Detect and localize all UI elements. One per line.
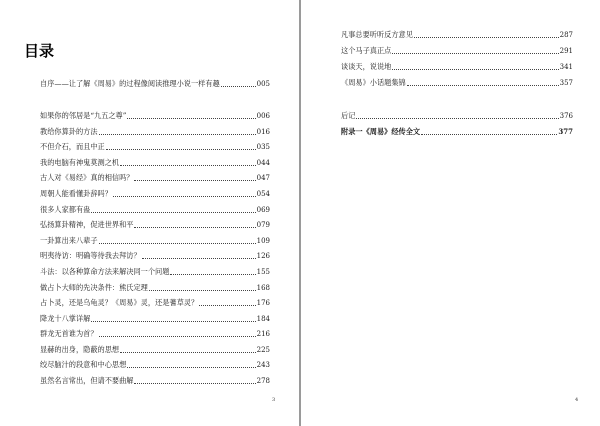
entry-title: 如果你的邻居是“九五之尊” [40, 111, 127, 120]
entry-title: 降龙十八掌详解 [40, 314, 91, 323]
entry-page: 155 [256, 268, 270, 276]
entry-title: 周朝人能看懂卦辞吗？ [40, 189, 112, 198]
page-number: 4 [575, 397, 579, 403]
toc-entry[interactable] [40, 236, 270, 246]
leader-dots [392, 53, 558, 54]
entry-page: 357 [559, 79, 573, 87]
entry-page: 184 [256, 315, 270, 323]
entry-title: 占卜灵，还是乌龟灵？《周易》灵，还是蓍草灵？ [40, 298, 199, 307]
leader-dots [134, 383, 255, 384]
entry-title: 自序——让了解《周易》的过程像阅读推理小说一样有趣 [40, 79, 220, 88]
toc-entry[interactable] [40, 127, 270, 137]
entry-title: 教给你算卦的方法 [40, 127, 98, 136]
entry-page: 341 [559, 63, 573, 71]
entry-title: 明夷待访：明确等待我去拜访？ [40, 251, 141, 260]
leader-dots [170, 274, 255, 275]
leader-dots [99, 134, 256, 135]
toc-entry[interactable] [40, 345, 270, 355]
leader-dots [134, 227, 255, 228]
entry-title: 弘扬算卦精神，促进世界和平 [40, 220, 134, 229]
leader-dots [120, 165, 256, 166]
toc-heading: 目录 [24, 42, 55, 60]
leader-dots [134, 180, 255, 181]
leader-dots [99, 336, 256, 337]
toc-entry[interactable] [40, 142, 270, 152]
toc-entry[interactable] [341, 46, 573, 56]
entry-title: 凡事总要听听反方意见 [341, 30, 413, 39]
leader-dots [421, 134, 557, 135]
entry-title: 古人对《易经》真的相信吗？ [40, 173, 134, 182]
entry-page: 044 [256, 159, 270, 167]
leader-dots [99, 243, 256, 244]
leader-dots [91, 321, 255, 322]
entry-title: 这个马子真正点 [341, 46, 392, 55]
toc-entry[interactable] [341, 78, 573, 88]
entry-page: 016 [256, 128, 270, 136]
toc-entry-appendix[interactable] [341, 127, 573, 137]
leader-dots [127, 367, 255, 368]
leader-dots [106, 149, 256, 150]
entry-title: 很多人家都有蛊 [40, 205, 91, 214]
leader-dots [149, 290, 256, 291]
entry-title: 群龙无首谁为首？ [40, 329, 98, 338]
page-number: 3 [272, 397, 276, 403]
entry-page: 216 [256, 330, 270, 338]
toc-entry[interactable] [40, 251, 270, 261]
toc-entry[interactable] [40, 267, 270, 277]
entry-page: 126 [256, 252, 270, 260]
toc-entry[interactable] [40, 376, 270, 386]
toc-entry-preface[interactable] [40, 79, 270, 89]
toc-entry[interactable] [40, 298, 270, 308]
entry-page: 291 [559, 47, 573, 55]
toc-entry[interactable] [40, 220, 270, 230]
leader-dots [407, 85, 559, 86]
leader-dots [142, 258, 256, 259]
entry-page: 243 [256, 361, 270, 369]
toc-entry[interactable] [40, 173, 270, 183]
entry-title: 《周易》小话题集锦 [341, 78, 406, 87]
entry-title: 我的电脑有神鬼莫测之机 [40, 158, 120, 167]
entry-page: 376 [559, 112, 573, 120]
entry-page: 006 [256, 112, 270, 120]
entry-title: 显赫的出身，隐蔽的思想 [40, 345, 120, 354]
right-page [301, 0, 600, 426]
toc-entry[interactable] [40, 158, 270, 168]
toc-entry[interactable] [40, 360, 270, 370]
entry-title: 绞尽脑汁的段意和中心思想 [40, 360, 127, 369]
leader-dots [414, 37, 559, 38]
entry-title: 虽然名言常出，但请不要曲解 [40, 376, 134, 385]
entry-page: 377 [558, 127, 573, 136]
left-page [0, 0, 299, 426]
entry-page: 054 [256, 190, 270, 198]
entry-title: 不但介石，而且中正 [40, 142, 105, 151]
leader-dots [392, 69, 558, 70]
entry-title: 斗法：以各种算命方法来解决同一个问题 [40, 267, 170, 276]
entry-page: 005 [256, 80, 270, 88]
toc-entry[interactable] [40, 189, 270, 199]
toc-entry-afterword[interactable] [341, 111, 573, 121]
leader-dots [113, 196, 256, 197]
toc-entry[interactable] [341, 62, 573, 72]
leader-dots [221, 86, 256, 87]
entry-page: 035 [256, 143, 270, 151]
entry-page: 047 [256, 174, 270, 182]
entry-title: 谈谈天，说说地 [341, 62, 392, 71]
entry-page: 168 [256, 284, 270, 292]
entry-title: 做占卜大师的先决条件：熊氏定理 [40, 283, 148, 292]
toc-entry[interactable] [40, 205, 270, 215]
leader-dots [91, 212, 255, 213]
entry-page: 069 [256, 206, 270, 214]
leader-dots [356, 118, 558, 119]
toc-entry[interactable] [40, 329, 270, 339]
leader-dots [127, 118, 255, 119]
toc-entry[interactable] [341, 30, 573, 40]
leader-dots [199, 305, 255, 306]
leader-dots [120, 352, 256, 353]
entry-page: 225 [256, 346, 270, 354]
entry-page: 278 [256, 377, 270, 385]
toc-entry[interactable] [40, 283, 270, 293]
entry-page: 287 [559, 31, 573, 39]
entry-title: 后记 [341, 111, 356, 120]
toc-entry[interactable] [40, 314, 270, 324]
entry-title: 附录一《周易》经传全文 [341, 127, 421, 136]
toc-entry[interactable] [40, 111, 270, 121]
entry-page: 079 [256, 221, 270, 229]
entry-page: 176 [256, 299, 270, 307]
entry-title: 一卦算出来八辈子 [40, 236, 98, 245]
entry-page: 109 [256, 237, 270, 245]
